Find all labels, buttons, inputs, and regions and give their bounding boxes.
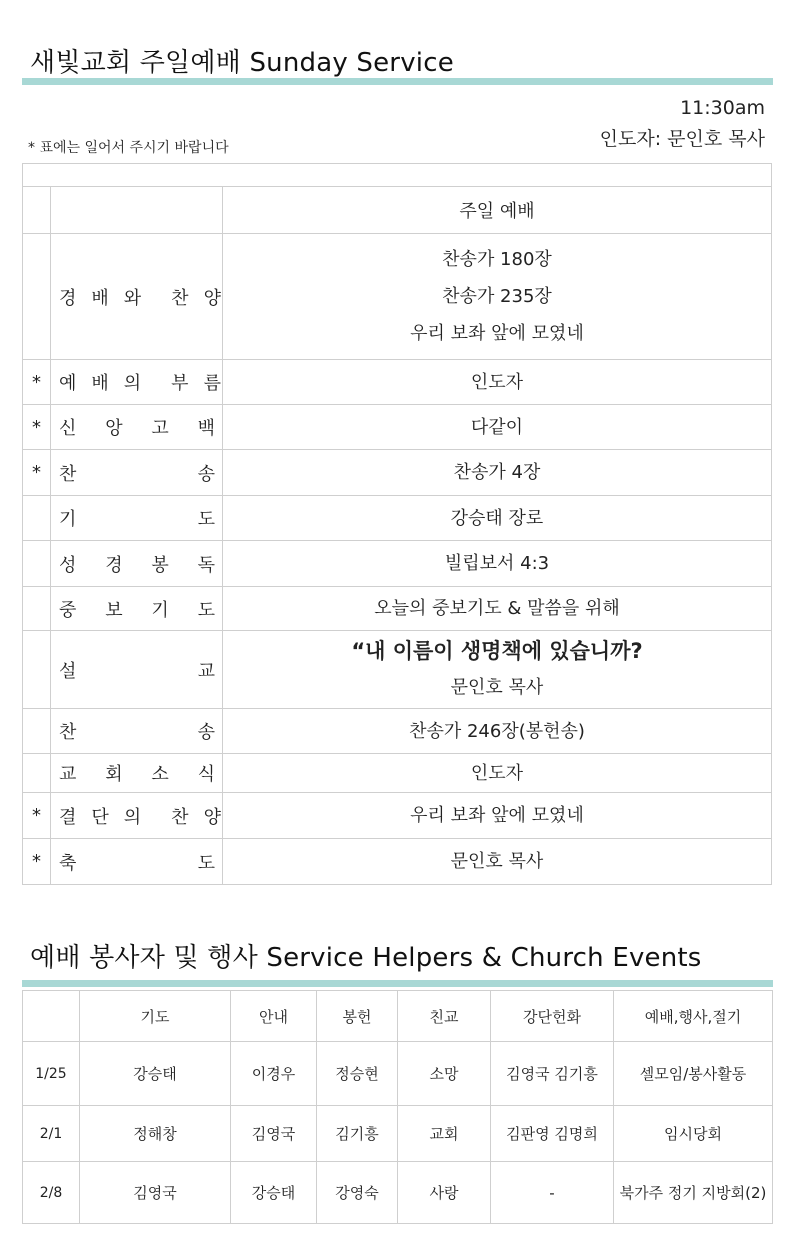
content-line: 우리 보좌 앞에 모였네 <box>410 805 584 826</box>
service-element-content <box>223 234 772 360</box>
helpers-events-table <box>22 990 773 1224</box>
order-of-service-table <box>22 163 772 885</box>
service-element-label <box>51 496 223 541</box>
content-line: 오늘의 중보기도 & 말씀을 위해 <box>374 598 620 619</box>
label-char: 기 <box>59 509 77 530</box>
content-line: 인도자 <box>470 762 524 784</box>
spaced-label <box>59 460 215 486</box>
events-column-header: 강단헌화 <box>491 991 614 1042</box>
service-element-label <box>51 839 223 885</box>
standing-marker <box>23 234 51 360</box>
content-line: 찬송가 180장 <box>442 249 552 270</box>
label-char: 도 <box>197 509 215 530</box>
standing-note: * 표에는 일어서 주시기 바랍니다 <box>28 140 229 156</box>
standing-marker <box>23 541 51 587</box>
order-row <box>23 839 772 885</box>
label-char: 고 <box>151 418 169 439</box>
column-header: 주일 예배 <box>223 187 772 234</box>
label-char: 양 <box>203 806 221 828</box>
service-element-content <box>223 450 772 496</box>
sermon-title: “내 이름이 생명책에 있습니까? <box>351 639 643 663</box>
event-cell: 정해창 <box>80 1106 231 1162</box>
label-char: 경 <box>105 554 123 576</box>
service-element-content <box>223 541 772 587</box>
content-line: 찬송가 235장 <box>442 286 552 307</box>
events-column-header: 친교 <box>398 991 491 1042</box>
label-char: 결 <box>59 806 77 828</box>
label-char: 양 <box>203 287 221 309</box>
event-cell: 강승태 <box>80 1042 231 1106</box>
service-element-content <box>223 839 772 885</box>
label-char: 성 <box>59 554 77 576</box>
spaced-label <box>59 596 215 622</box>
spacer-cell <box>23 164 772 187</box>
label-char: 기 <box>151 599 169 621</box>
spaced-label <box>59 849 215 875</box>
order-row <box>23 793 772 839</box>
service-element-content <box>223 496 772 541</box>
label-char: 부 <box>171 373 189 394</box>
service-element-label <box>51 587 223 631</box>
event-cell: 임시당회 <box>614 1106 773 1162</box>
standing-marker <box>23 754 51 793</box>
service-element-content <box>223 631 772 709</box>
event-cell: 북가주 정기 지방회(2) <box>614 1162 773 1224</box>
label-char: 찬 <box>59 463 77 485</box>
label-char: 예 <box>59 373 77 394</box>
service-element-content <box>223 587 772 631</box>
spaced-label <box>59 760 215 786</box>
content-line: 문인호 목사 <box>450 677 544 698</box>
service-element-content <box>223 754 772 793</box>
label-char: 찬 <box>59 722 77 743</box>
label-char: 도 <box>197 852 215 874</box>
content-line: 강승태 장로 <box>450 507 544 529</box>
label-char: 앙 <box>105 418 123 439</box>
label-char: 백 <box>197 418 215 439</box>
events-divider <box>22 980 773 987</box>
order-row <box>23 405 772 450</box>
title-divider <box>22 78 773 85</box>
service-leader: 인도자: 문인호 목사 <box>599 128 765 150</box>
event-cell: 셀모임/봉사활동 <box>614 1042 773 1106</box>
content-line: 다같이 <box>470 416 524 438</box>
standing-marker <box>23 496 51 541</box>
service-element-label <box>51 754 223 793</box>
spaced-label <box>59 369 221 395</box>
label-char: 독 <box>197 554 215 576</box>
event-cell: 김영국 <box>231 1106 317 1162</box>
standing-marker <box>23 587 51 631</box>
page-title: 새빛교회 주일예배 Sunday Service <box>30 48 454 78</box>
content-line: 찬송가 246장(봉헌송) <box>409 720 585 742</box>
label-char: 송 <box>197 463 215 485</box>
event-cell: 사랑 <box>398 1162 491 1224</box>
label-char: 봉 <box>151 554 169 576</box>
content-line: 빌립보서 4:3 <box>444 553 550 574</box>
events-column-header: 안내 <box>231 991 317 1042</box>
event-cell: 이경우 <box>231 1042 317 1106</box>
spaced-label <box>59 551 215 577</box>
label-char: 설 <box>59 660 77 682</box>
spaced-label <box>59 803 221 829</box>
order-row <box>23 587 772 631</box>
events-row <box>23 1042 773 1106</box>
standing-marker: * <box>23 405 51 450</box>
label-char: 소 <box>151 764 169 785</box>
order-row <box>23 754 772 793</box>
events-title: 예배 봉사자 및 행사 Service Helpers & Church Events <box>30 943 702 973</box>
label-char: 찬 <box>171 287 189 309</box>
content-line: 찬송가 4장 <box>453 462 541 483</box>
service-element-content <box>223 360 772 405</box>
event-cell: 강승태 <box>231 1162 317 1224</box>
label-char: 름 <box>203 373 221 394</box>
label-char: 도 <box>197 599 215 621</box>
service-element-label <box>51 709 223 754</box>
content-line: 인도자 <box>470 371 524 393</box>
event-date: 1/25 <box>23 1042 80 1106</box>
label-char: 의 <box>123 806 142 828</box>
event-cell: 교회 <box>398 1106 491 1162</box>
label-char: 보 <box>105 599 123 621</box>
order-row <box>23 450 772 496</box>
event-cell: 김영국 김기흥 <box>491 1042 614 1106</box>
label-char: 식 <box>197 764 215 785</box>
spaced-label <box>59 414 215 440</box>
order-row <box>23 631 772 709</box>
label-char: 교 <box>197 660 215 682</box>
label-char: 배 <box>91 287 109 309</box>
spaced-label <box>59 505 215 531</box>
standing-marker: * <box>23 793 51 839</box>
service-element-content <box>223 793 772 839</box>
spaced-label <box>59 657 215 683</box>
standing-marker: * <box>23 360 51 405</box>
label-char: 회 <box>105 764 123 785</box>
service-time: 11:30am <box>680 97 765 119</box>
spaced-label <box>59 284 221 310</box>
event-cell: - <box>491 1162 614 1224</box>
events-column-header <box>23 991 80 1042</box>
service-element-content <box>223 709 772 754</box>
order-header-row <box>23 187 772 234</box>
event-cell: 강영숙 <box>317 1162 398 1224</box>
label-char: 축 <box>59 852 77 874</box>
label-char: 단 <box>91 806 109 828</box>
label-char: 경 <box>59 287 77 309</box>
events-column-header: 봉헌 <box>317 991 398 1042</box>
label-char: 찬 <box>171 806 189 828</box>
standing-marker <box>23 709 51 754</box>
standing-marker: * <box>23 450 51 496</box>
service-element-label <box>51 360 223 405</box>
service-element-label <box>51 234 223 360</box>
standing-marker <box>23 631 51 709</box>
events-row <box>23 1106 773 1162</box>
label-char: 중 <box>59 599 77 621</box>
service-element-label <box>51 450 223 496</box>
order-row <box>23 360 772 405</box>
service-element-content <box>223 405 772 450</box>
spaced-label <box>59 718 215 744</box>
label-char: 교 <box>59 764 77 785</box>
service-element-label <box>51 541 223 587</box>
standing-marker: * <box>23 839 51 885</box>
order-row <box>23 709 772 754</box>
label-char: 송 <box>197 722 215 743</box>
events-column-header: 기도 <box>80 991 231 1042</box>
event-date: 2/8 <box>23 1162 80 1224</box>
events-row <box>23 1162 773 1224</box>
content-line: 문인호 목사 <box>450 851 544 872</box>
event-cell: 김기흥 <box>317 1106 398 1162</box>
label-char: 의 <box>123 373 142 394</box>
events-column-header: 예배,행사,절기 <box>614 991 773 1042</box>
order-row <box>23 234 772 360</box>
event-cell: 정승현 <box>317 1042 398 1106</box>
event-cell: 김영국 <box>80 1162 231 1224</box>
order-row <box>23 541 772 587</box>
content-line: 우리 보좌 앞에 모였네 <box>410 323 584 344</box>
event-date: 2/1 <box>23 1106 80 1162</box>
star-cell <box>23 187 51 234</box>
events-header-row <box>23 991 773 1042</box>
label-char: 신 <box>59 418 77 439</box>
label-char: 와 <box>123 287 142 309</box>
label-cell <box>51 187 223 234</box>
order-row <box>23 496 772 541</box>
service-element-label <box>51 793 223 839</box>
label-char: 배 <box>91 373 109 394</box>
event-cell: 소망 <box>398 1042 491 1106</box>
service-element-label <box>51 405 223 450</box>
service-element-label <box>51 631 223 709</box>
event-cell: 김판영 김명희 <box>491 1106 614 1162</box>
order-spacer-row <box>23 164 772 187</box>
